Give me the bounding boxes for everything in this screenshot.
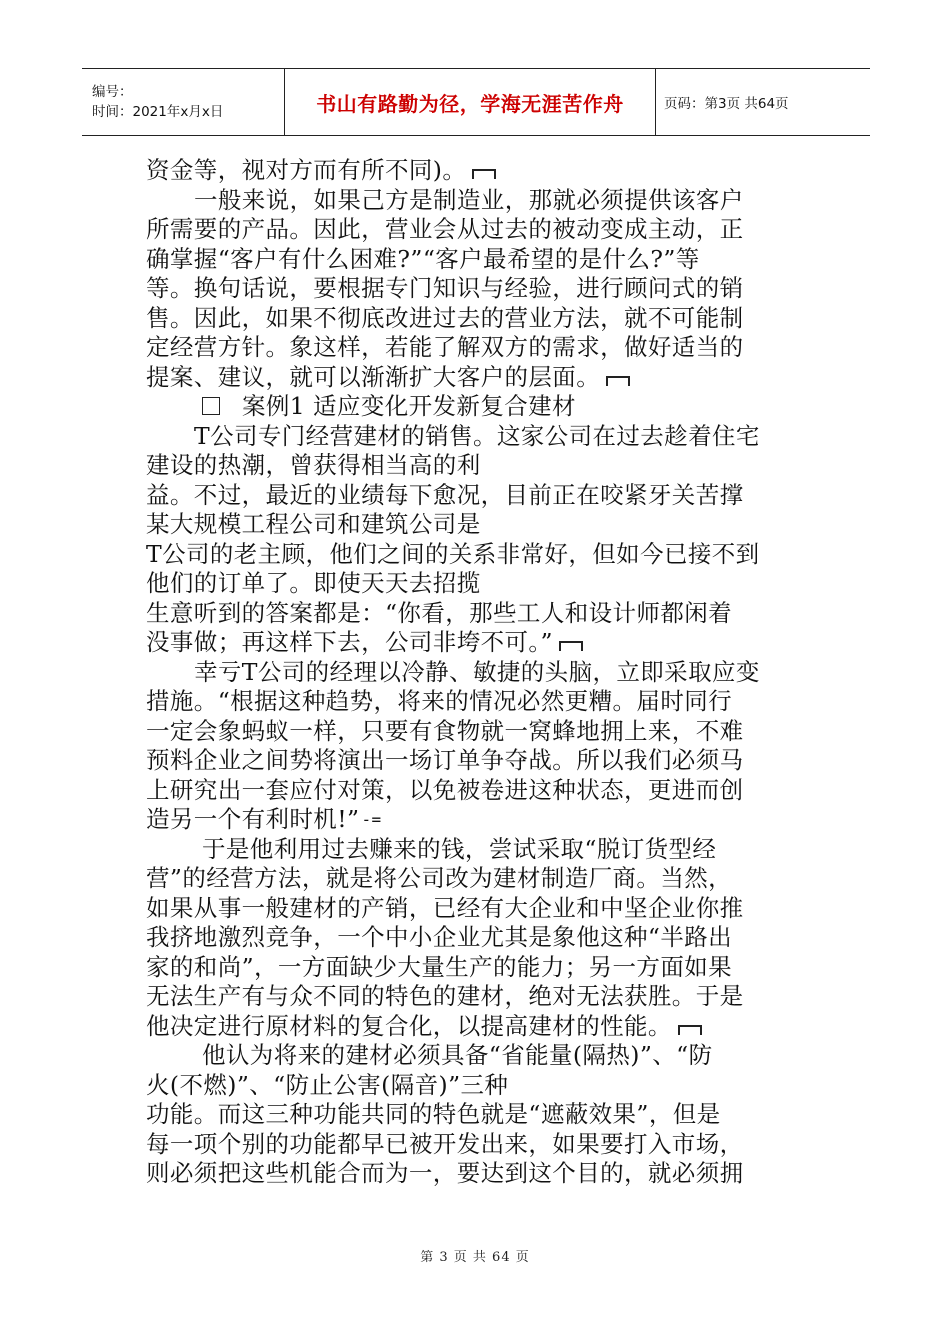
text-line: 无法生产有与众不同的特色的建材，绝对无法获胜。于是 (146, 982, 744, 1010)
text-line: 则必须把这些机能合而为一，要达到这个目的，就必须拥 (146, 1159, 744, 1187)
paragraph-mark-icon (559, 641, 583, 651)
paragraph-mark-icon (678, 1025, 702, 1035)
text-line: 我挤地激烈竞争，一个中小企业尤其是象他这种“半路出 (146, 923, 733, 951)
header-meta-cell (82, 69, 284, 135)
text-line: 营”的经营方法，就是将公司改为建材制造厂商。当然， (146, 864, 733, 892)
text-line: 等。换句话说，要根据专门知识与经验，进行顾问式的销 (146, 274, 744, 302)
text-line: 上研究出一套应付对策，以免被卷进这种状态，更进而创 (146, 775, 744, 804)
text-line: 他们的订单了。即使天天去招揽 (146, 569, 481, 597)
text-line: 于是他利用过去赚来的钱，尝试采取“脱订货型经 (202, 834, 717, 863)
header-page-cell (656, 69, 870, 135)
text-line: 益。不过，最近的业绩每下愈况，目前正在咬紧牙关苦撑 (146, 480, 744, 509)
text-line: 提案、建议，就可以渐渐扩大客户的层面。 (146, 363, 810, 393)
text-line: T公司的老主顾，他们之间的关系非常好，但如今已接不到 (146, 539, 760, 568)
case-heading: 案例1 适应变化开发新复合建材 (146, 392, 810, 422)
text-line: 家的和尚”，一方面缺少大量生产的能力；另一方面如果 (146, 952, 733, 981)
text-line: 他决定进行原材料的复合化，以提高建材的性能。 (146, 1012, 810, 1042)
text-line: 一定会象蚂蚁一样，只要有食物就一窝蜂地拥上来，不难 (146, 716, 744, 745)
document-time-label: 时间：2021年x月x日 (92, 104, 224, 120)
document-body (146, 156, 810, 1189)
text-line: 他认为将来的建材必须具备“省能量(隔热)”、“防 (202, 1041, 713, 1069)
header-motto-cell (284, 69, 656, 135)
paragraph-mark-icon (606, 376, 630, 386)
text-line: T公司专门经营建材的销售。这家公司在过去趁着住宅 (194, 421, 760, 450)
text-line: 火(不燃)”、“防止公害(隔音)”三种 (146, 1070, 509, 1099)
text-line: 所需要的产品。因此，营业会从过去的被动变成主动，正 (146, 215, 744, 243)
checkbox-icon (202, 397, 220, 415)
text-line: 资金等，视对方而有所不同)。 (146, 156, 810, 186)
header-motto: 书山有路勤为径，学海无涯苦作舟 (316, 91, 624, 116)
text-line: 每一项个别的功能都早已被开发出来，如果要打入市场， (146, 1129, 744, 1158)
text-line: 定经营方针。象这样，若能了解双方的需求，做好适当的 (146, 333, 744, 361)
text-line: 确掌握“客户有什么困难?”“客户最希望的是什么?”等 (146, 244, 700, 273)
footer-page-number: 第 3 页 共 64 页 (420, 1250, 530, 1265)
text-line: 功能。而这三种功能共同的特色就是“遮蔽效果”，但是 (146, 1100, 721, 1128)
text-line: 建设的热潮，曾获得相当高的利 (146, 451, 481, 479)
text-line: 某大规模工程公司和建筑公司是 (146, 510, 481, 538)
text-line: 一般来说，如果己方是制造业，那就必须提供该客户 (194, 185, 744, 214)
text-line: 幸亏T公司的经理以冷静、敏捷的头脑，立即采取应变 (194, 657, 760, 686)
text-line: 没事做；再这样下去，公司非垮不可。” (146, 628, 810, 658)
text-line: 预料企业之间势将演出一场订单争夺战。所以我们必须马 (146, 746, 744, 774)
paragraph-mark-icon (472, 169, 496, 179)
text-line: 生意听到的答案都是：“你看，那些工人和设计师都闲着 (146, 598, 733, 627)
page-footer (0, 1246, 950, 1265)
header-page-info: 页码：第3页 共64页 (664, 96, 789, 112)
end-mark: -= (361, 810, 382, 829)
text-line: 造另一个有利时机!” -= (146, 805, 382, 833)
page-header (82, 68, 870, 136)
text-line: 措施。“根据这种趋势，将来的情况必然更糟。届时同行 (146, 687, 733, 715)
text-line: 如果从事一般建材的产销，已经有大企业和中坚企业你推 (146, 893, 744, 922)
text-line: 售。因此，如果不彻底改进过去的营业方法，就不可能制 (146, 303, 744, 332)
document-number-label: 编号： (92, 84, 133, 100)
